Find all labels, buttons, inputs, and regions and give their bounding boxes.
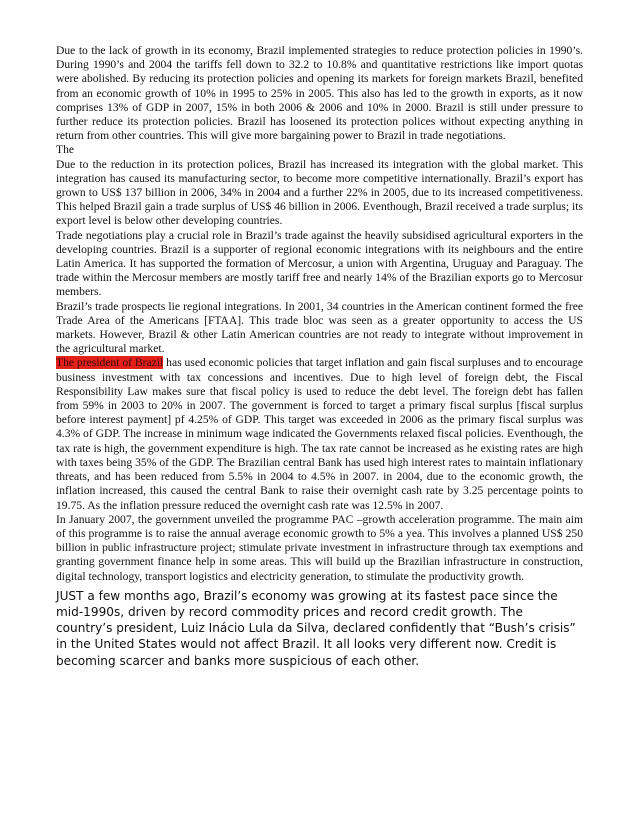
- paragraph-quoted-article: JUST a few months ago, Brazil’s economy was growing at its fastest pace since the mid-1990s, driven by record commodity prices and record credit growth. The country’s president, Luiz Inácio Lula da Silva, declared confidently that “Bush’s crisis” in the United States would not affect Brazil. It all looks very different now. Credit is becoming scarcer and banks more suspicious of each other.: [56, 588, 576, 668]
- paragraph-pac-programme: In January 2007, the government unveiled the programme PAC –growth acceleration programme. The main aim of this programme is to raise the annual average economic growth to 5% a yea. This involves a planned US$ 250 billion in public infrastructure project; stimulate private investment in infrastructure through tax exemptions and granting government finance help in some areas. This will build up the Brazilian infrastructure in construction, digital technology, transport logistics and electricity generation, to stimulate the productivity growth.: [56, 512, 583, 583]
- paragraph-regional-integration: Brazil’s trade prospects lie regional integrations. In 2001, 34 countries in the American continent formed the free Trade Area of the Americans [FTAA]. This trade bloc was seen as a greater opportunity to access the US markets. However, Brazil & other Latin American countries are not ready to integrate without improvement in the agricultural market.: [56, 299, 583, 356]
- paragraph-protection-policies: Due to the lack of growth in its economy, Brazil implemented strategies to reduce protection policies in 1990’s. During 1990’s and 2004 the tariffs fell down to 32.2 to 10.8% and quantitative restrictions like import quotas were abolished. By reducing its protection policies and opening its markets for foreign markets Brazil, benefited from an economic growth of 10% in 1995 to 25% in 2005. This also has led to the growth in exports, as it now comprises 13% of GDP in 2007, 15% in both 2006 & 2006 and 10% in 2000. Brazil is still under pressure to further reduce its protection policies. Brazil has loosened its protection polices without expecting anything in return from other countries. This will give more bargaining power to Brazil in trade negotiations.: [56, 44, 583, 143]
- paragraph-global-integration: Due to the reduction in its protection polices, Brazil has increased its integration with the global market. This integration has caused its manufacturing sector, to become more competitive internationally. Brazil’s export has grown to US$ 137 billion in 2006, 34% in 2004 and a further 22% in 2005, due to its increased competitiveness. This helped Brazil gain a trade surplus of US$ 46 billion in 2006. Eventhough, Brazil received a trade surplus; its export level is below other developing countries.: [56, 157, 583, 228]
- paragraph-fragment: The: [56, 143, 75, 157]
- paragraph-economic-policies: [56, 356, 583, 512]
- paragraph-economic-policies-body: has used economic policies that target inflation and gain fiscal surpluses and to encourage business investment with tax concessions and incentives. Due to high level of foreign debt, the Fiscal Responsibility Law makes sure that fiscal policy is used to reduce the debt level. The foreign debt has fallen from 59% in 2003 to 20% in 2007. The government is forced to target a primary fiscal surplus [fiscal surplus before interest payment] pf 4.25% of GDP. This target was exceeded in 2006 as the primary fiscal surplus was 4.3% of GDP. The increase in minimum wage indicated the Governments relaxed fiscal policies. Eventhough, the tax rate is high, the government expenditure is high. The tax rate cannot be increased as he existing rates are high with taxes being 35% of the GDP. The Brazilian central Bank has used high interest rates to maintain inflationary threats, and has been reduced from 5.5% in 2004 to 4.5% in 2007. in 2004, due to the economic growth, the inflation increased, this caused the central Bank to raise their overnight cash rate by 3.25 percentage points to 19.75. As the inflation pressure reduced the overnight cash rate was 12.5% in 2007.: [56, 356, 583, 512]
- paragraph-trade-negotiations: Trade negotiations play a crucial role in Brazil’s trade against the heavily subsidised agricultural exporters in the developing countries. Brazil is a supporter of regional economic integrations with its neighbours and the entire Latin America. It has supported the formation of Mercosur, a union with Argentina, Uruguay and Paraguay. The trade within the Mercosur members are mostly tariff free and nearly 14% of the Brazilian exports go to Mercosur members.: [56, 228, 583, 299]
- highlighted-text: The president of Brazil: [56, 356, 164, 370]
- document-page: [56, 44, 583, 669]
